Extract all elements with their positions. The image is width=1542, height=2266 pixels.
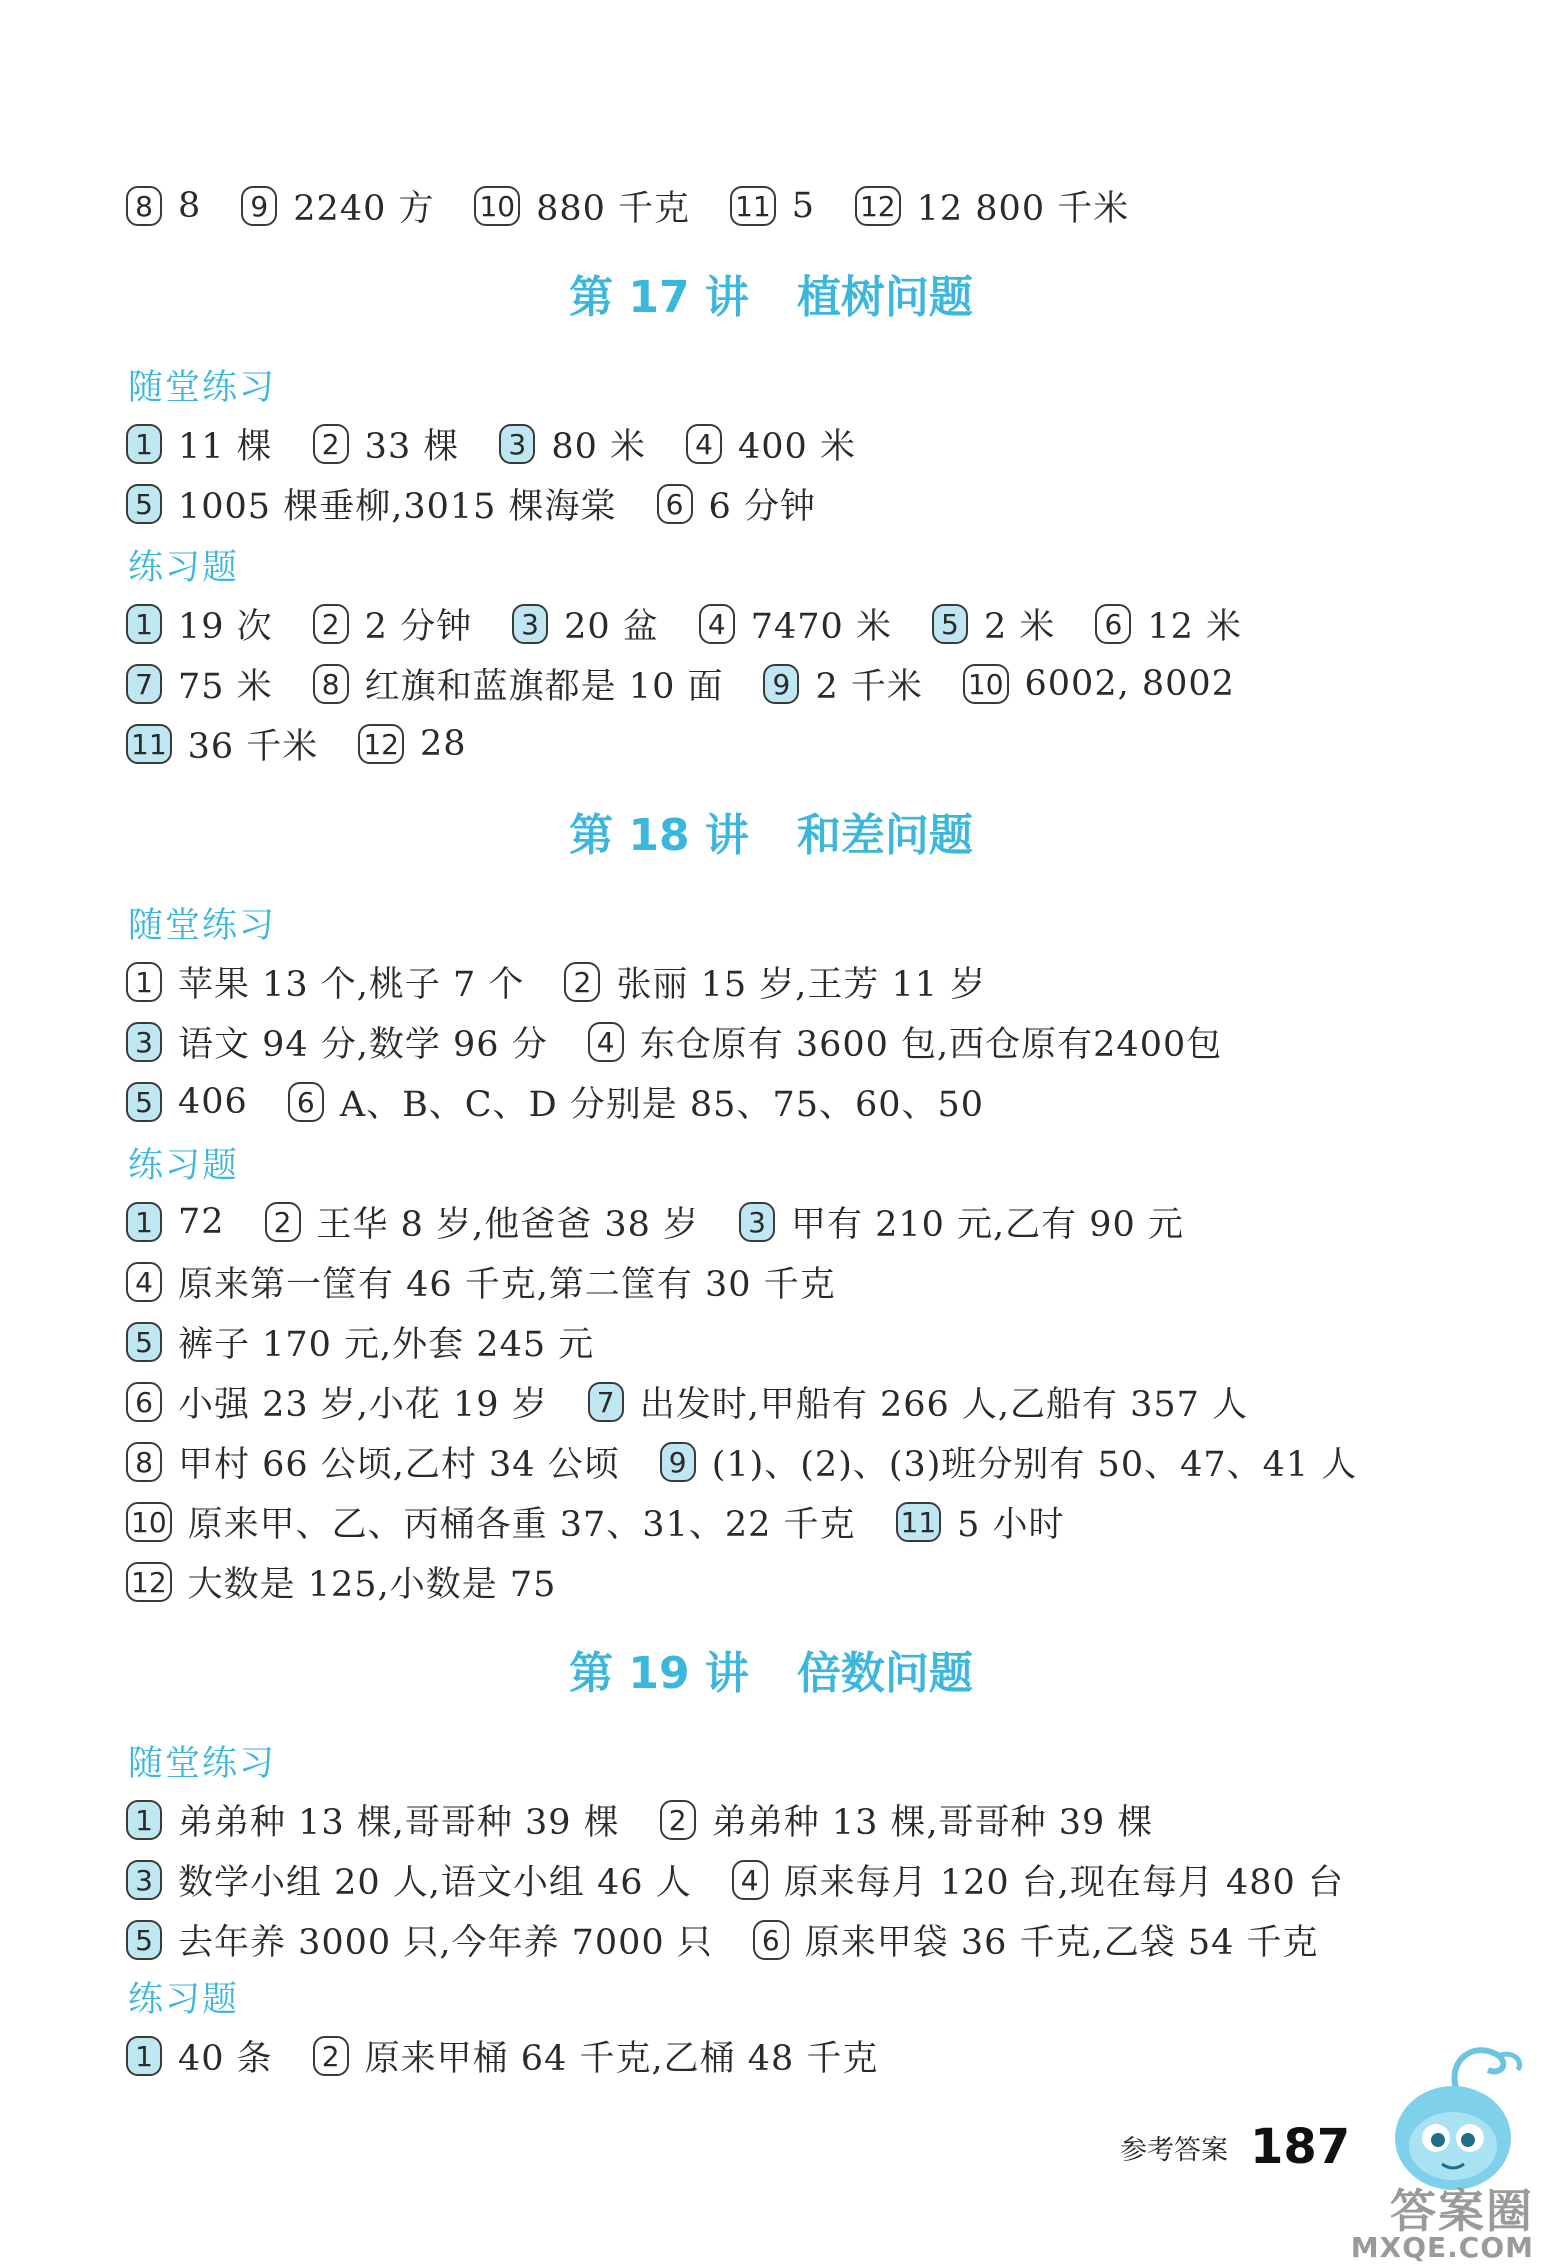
answer-text: 苹果 13 个,桃子 7 个 bbox=[178, 965, 525, 1005]
answer-item bbox=[288, 1077, 984, 1127]
answer-text: 张丽 15 岁,王芳 11 岁 bbox=[616, 965, 987, 1005]
answer-item bbox=[126, 2031, 273, 2081]
answer-text: 甲村 66 公顷,乙村 34 公顷 bbox=[178, 1445, 620, 1485]
chapter-label: 第 19 讲 bbox=[569, 1648, 749, 1699]
answer-item bbox=[588, 1017, 1223, 1067]
question-number: 6 bbox=[753, 1920, 789, 1960]
section-heading-lianxi: 练习题 bbox=[128, 548, 240, 588]
answer-item bbox=[265, 1197, 699, 1247]
answer-item bbox=[313, 2031, 879, 2081]
answer-line bbox=[126, 1312, 634, 1372]
answer-text: 12 米 bbox=[1147, 607, 1243, 647]
chapter-title-17 bbox=[0, 258, 1542, 328]
answer-text: 小强 23 岁,小花 19 岁 bbox=[178, 1385, 548, 1425]
question-number: 9 bbox=[660, 1442, 696, 1482]
chapter-label: 第 18 讲 bbox=[569, 810, 749, 861]
answer-line bbox=[126, 714, 507, 774]
answer-text: 2240 方 bbox=[293, 189, 435, 229]
answer-item bbox=[686, 419, 856, 469]
answer-item bbox=[126, 957, 524, 1007]
answer-line bbox=[126, 1012, 1262, 1072]
answer-item bbox=[126, 1017, 548, 1067]
answer-item bbox=[358, 724, 466, 764]
question-number: 10 bbox=[474, 186, 520, 226]
answer-text: 出发时,甲船有 266 人,乙船有 357 人 bbox=[639, 1385, 1249, 1425]
question-number: 4 bbox=[588, 1022, 624, 1062]
question-number: 2 bbox=[564, 962, 600, 1002]
answer-item bbox=[126, 1202, 225, 1242]
answer-text: 7470 米 bbox=[750, 607, 892, 647]
answer-text: 6 分钟 bbox=[708, 487, 816, 527]
answer-text: 红旗和蓝旗都是 10 面 bbox=[364, 667, 724, 707]
answer-item bbox=[512, 599, 659, 649]
question-number: 3 bbox=[739, 1202, 775, 1242]
question-number: 10 bbox=[126, 1502, 172, 1542]
question-number: 1 bbox=[126, 2036, 162, 2076]
question-number: 6 bbox=[1095, 604, 1131, 644]
answer-text: 75 米 bbox=[178, 667, 273, 707]
chapter-label: 第 17 讲 bbox=[569, 272, 749, 323]
answer-text: 原来甲袋 36 千克,乙袋 54 千克 bbox=[804, 1923, 1319, 1963]
answer-text: 8 bbox=[178, 186, 202, 226]
question-number: 5 bbox=[126, 1322, 162, 1362]
question-number: 4 bbox=[699, 604, 735, 644]
question-number: 12 bbox=[855, 186, 901, 226]
question-number: 9 bbox=[241, 186, 277, 226]
answer-text: 1005 棵垂柳,3015 棵海棠 bbox=[178, 487, 617, 527]
answer-line bbox=[126, 414, 896, 474]
answer-item bbox=[855, 181, 1129, 231]
chapter-topic: 植树问题 bbox=[796, 272, 973, 323]
section-heading-lianxi: 练习题 bbox=[128, 1146, 240, 1186]
answer-item bbox=[126, 599, 273, 649]
answer-item bbox=[730, 186, 815, 226]
answer-text: 原来甲、乙、丙桶各重 37、31、22 千克 bbox=[187, 1505, 856, 1545]
question-number: 4 bbox=[732, 1860, 768, 1900]
answer-line bbox=[126, 2026, 918, 2086]
answer-text: 80 米 bbox=[551, 427, 647, 467]
answer-text: 406 bbox=[178, 1082, 248, 1122]
answer-item bbox=[932, 599, 1055, 649]
answer-text: 400 米 bbox=[738, 427, 856, 467]
question-number: 5 bbox=[126, 1082, 162, 1122]
answer-line bbox=[126, 1252, 876, 1312]
answer-line bbox=[126, 1910, 1358, 1970]
question-number: 1 bbox=[126, 424, 162, 464]
question-number: 7 bbox=[588, 1382, 624, 1422]
answer-item bbox=[126, 1437, 620, 1487]
answer-item bbox=[126, 1915, 713, 1965]
answer-text: 语文 94 分,数学 96 分 bbox=[178, 1025, 548, 1065]
question-number: 3 bbox=[512, 604, 548, 644]
answer-item bbox=[699, 599, 892, 649]
answer-item bbox=[126, 1855, 692, 1905]
question-number: 9 bbox=[763, 664, 799, 704]
question-number: 3 bbox=[126, 1860, 162, 1900]
answer-text: 20 盆 bbox=[564, 607, 659, 647]
section-heading-suitang: 随堂练习 bbox=[128, 906, 277, 946]
question-number: 12 bbox=[126, 1562, 172, 1602]
question-number: 10 bbox=[963, 664, 1009, 704]
answer-line bbox=[126, 1790, 1193, 1850]
answer-item bbox=[126, 1317, 594, 1367]
answer-line bbox=[126, 1432, 1397, 1492]
watermark-logo bbox=[1345, 2175, 1542, 2266]
answer-line bbox=[126, 1192, 1224, 1252]
answer-text: 2 千米 bbox=[815, 667, 923, 707]
answer-text: 36 千米 bbox=[187, 727, 319, 767]
answer-item bbox=[313, 659, 724, 709]
question-number: 4 bbox=[686, 424, 722, 464]
question-number: 4 bbox=[126, 1262, 162, 1302]
answer-text: 去年养 3000 只,今年养 7000 只 bbox=[178, 1923, 713, 1963]
answer-item bbox=[588, 1377, 1248, 1427]
answer-line-top bbox=[126, 176, 1169, 236]
answer-item bbox=[126, 419, 273, 469]
page-footer bbox=[1120, 2112, 1350, 2182]
question-number: 1 bbox=[126, 1800, 162, 1840]
answer-text: 王华 8 岁,他爸爸 38 岁 bbox=[316, 1205, 699, 1245]
question-number: 11 bbox=[896, 1502, 942, 1542]
answer-text: 大数是 125,小数是 75 bbox=[187, 1565, 557, 1605]
question-number: 7 bbox=[126, 664, 162, 704]
answer-item bbox=[313, 599, 472, 649]
answer-item bbox=[126, 719, 318, 769]
answer-text: 甲有 210 元,乙有 90 元 bbox=[790, 1205, 1184, 1245]
answer-item bbox=[564, 957, 986, 1007]
question-number: 6 bbox=[657, 484, 693, 524]
chapter-topic: 倍数问题 bbox=[796, 1648, 973, 1699]
answer-item bbox=[1095, 599, 1242, 649]
section-heading-suitang: 随堂练习 bbox=[128, 368, 277, 408]
answer-line bbox=[126, 654, 1275, 714]
answer-item bbox=[896, 1497, 1065, 1547]
question-number: 1 bbox=[126, 604, 162, 644]
answer-item bbox=[763, 659, 922, 709]
answer-line bbox=[126, 1850, 1384, 1910]
answer-line bbox=[126, 594, 1282, 654]
question-number: 2 bbox=[313, 2036, 349, 2076]
answer-item bbox=[126, 659, 273, 709]
answer-text: 72 bbox=[178, 1202, 225, 1242]
watermark-small-text: MXQE.COM bbox=[1350, 2231, 1534, 2264]
answer-text: 原来每月 120 台,现在每月 480 台 bbox=[783, 1863, 1344, 1903]
question-number: 2 bbox=[313, 424, 349, 464]
answer-line bbox=[126, 1372, 1288, 1432]
answer-line bbox=[126, 1492, 1105, 1552]
answer-text: 数学小组 20 人,语文小组 46 人 bbox=[178, 1863, 692, 1903]
answer-text: 弟弟种 13 棵,哥哥种 39 棵 bbox=[178, 1803, 620, 1843]
question-number: 12 bbox=[358, 724, 404, 764]
question-number: 6 bbox=[126, 1382, 162, 1422]
answer-item bbox=[474, 181, 690, 231]
answer-text: 2 分钟 bbox=[364, 607, 473, 647]
answer-item bbox=[499, 419, 646, 469]
question-number: 1 bbox=[126, 1202, 162, 1242]
answer-text: 2 米 bbox=[983, 607, 1056, 647]
answer-line bbox=[126, 1072, 1024, 1132]
answer-line bbox=[126, 952, 1026, 1012]
answer-line bbox=[126, 474, 856, 534]
answer-item bbox=[126, 1082, 248, 1122]
question-number: 2 bbox=[660, 1800, 696, 1840]
answer-text: 裤子 170 元,外套 245 元 bbox=[178, 1325, 595, 1365]
answer-item bbox=[660, 1795, 1154, 1845]
answer-text: 40 条 bbox=[178, 2039, 273, 2079]
answer-text: 33 棵 bbox=[364, 427, 460, 467]
answer-item bbox=[126, 1257, 836, 1307]
watermark-big-text: 答案圈 bbox=[1390, 2184, 1534, 2238]
answer-text: 东仓原有 3600 包,西仓原有2400包 bbox=[639, 1025, 1223, 1065]
chapter-title-19 bbox=[0, 1634, 1542, 1704]
question-number: 5 bbox=[932, 604, 968, 644]
answer-item bbox=[732, 1855, 1344, 1905]
answer-item bbox=[241, 181, 434, 231]
question-number: 11 bbox=[126, 724, 172, 764]
answer-text: 弟弟种 13 棵,哥哥种 39 棵 bbox=[711, 1803, 1154, 1843]
answer-text: 5 小时 bbox=[957, 1505, 1065, 1545]
question-number: 3 bbox=[499, 424, 535, 464]
answer-text: 19 次 bbox=[178, 607, 273, 647]
footer-label: 参考答案 bbox=[1120, 2134, 1228, 2166]
question-number: 1 bbox=[126, 962, 162, 1002]
answer-text: A、B、C、D 分别是 85、75、60、50 bbox=[339, 1085, 985, 1125]
chapter-title-18 bbox=[0, 796, 1542, 866]
question-number: 2 bbox=[265, 1202, 301, 1242]
question-number: 11 bbox=[730, 186, 776, 226]
question-number: 8 bbox=[126, 186, 162, 226]
answer-item bbox=[739, 1197, 1184, 1247]
section-heading-suitang: 随堂练习 bbox=[128, 1744, 277, 1784]
answer-text: 11 棵 bbox=[178, 427, 273, 467]
answer-item bbox=[126, 479, 617, 529]
question-number: 5 bbox=[126, 1920, 162, 1960]
chapter-topic: 和差问题 bbox=[796, 810, 973, 861]
answer-item bbox=[126, 1497, 856, 1547]
answer-item bbox=[126, 1377, 548, 1427]
question-number: 3 bbox=[126, 1022, 162, 1062]
answer-text: 原来第一筐有 46 千克,第二筐有 30 千克 bbox=[178, 1265, 836, 1305]
section-heading-lianxi: 练习题 bbox=[128, 1980, 240, 2020]
answer-text: 原来甲桶 64 千克,乙桶 48 千克 bbox=[364, 2039, 879, 2079]
answer-item bbox=[126, 186, 201, 226]
answer-text: 880 千克 bbox=[536, 189, 691, 229]
answer-item bbox=[126, 1557, 556, 1607]
page-number: 187 bbox=[1250, 2119, 1351, 2175]
question-number: 5 bbox=[126, 484, 162, 524]
answer-item bbox=[313, 419, 460, 469]
question-number: 2 bbox=[313, 604, 349, 644]
question-number: 8 bbox=[313, 664, 349, 704]
answer-text: 28 bbox=[419, 724, 467, 764]
answer-item bbox=[963, 664, 1235, 704]
answer-item bbox=[753, 1915, 1319, 1965]
answer-text: 5 bbox=[791, 186, 815, 226]
answer-text: 6002, 8002 bbox=[1024, 664, 1235, 704]
question-number: 8 bbox=[126, 1442, 162, 1482]
question-number: 6 bbox=[288, 1082, 324, 1122]
answer-item bbox=[126, 1795, 620, 1845]
answer-text: (1)、(2)、(3)班分别有 50、47、41 人 bbox=[711, 1445, 1358, 1485]
answer-item bbox=[657, 479, 816, 529]
answer-item bbox=[660, 1437, 1358, 1487]
answer-text: 12 800 千米 bbox=[916, 189, 1130, 229]
answer-line bbox=[126, 1552, 596, 1612]
